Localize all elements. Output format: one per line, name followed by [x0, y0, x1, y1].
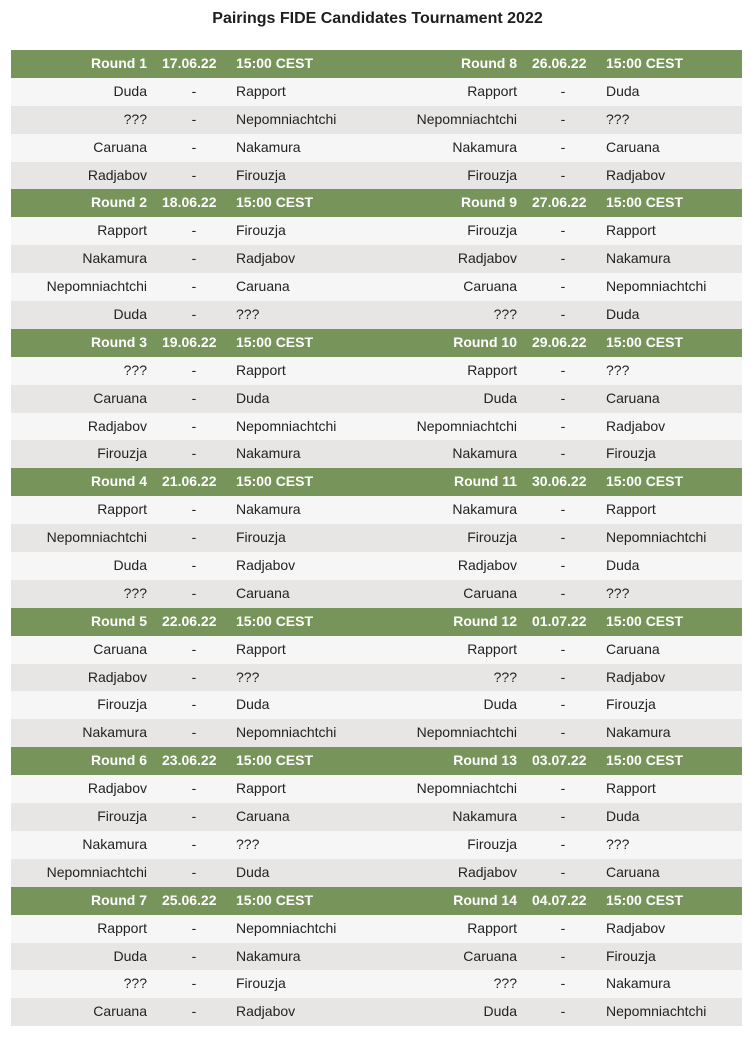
white-player: Rapport [467, 640, 517, 657]
pairing-row [11, 552, 742, 580]
versus-separator: - [560, 975, 566, 992]
round-label: Round 6 [91, 752, 147, 769]
versus-separator: - [191, 250, 197, 267]
versus-separator: - [191, 919, 197, 936]
round-label: Round 10 [453, 333, 517, 350]
pairing-row [11, 691, 742, 719]
versus-separator: - [560, 110, 566, 127]
black-player: ??? [606, 584, 630, 601]
round-time: 15:00 CEST [236, 55, 314, 71]
versus-separator: - [191, 417, 197, 434]
pairing-row [11, 859, 742, 887]
black-player: ??? [236, 835, 260, 852]
black-player: Nepomniachtchi [236, 110, 337, 127]
black-player: Firouzja [236, 166, 286, 183]
round-time: 15:00 CEST [606, 891, 684, 908]
round-date: 29.06.22 [532, 333, 587, 350]
white-player: Radjabov [457, 863, 517, 880]
versus-separator: - [560, 808, 566, 825]
pairing-row [11, 217, 742, 245]
round-time: 15:00 CEST [236, 473, 314, 490]
black-player: Duda [236, 696, 270, 713]
versus-separator: - [191, 82, 197, 99]
black-player: Radjabov [236, 250, 296, 267]
black-player: Firouzja [236, 529, 286, 546]
black-player: Duda [606, 808, 640, 825]
pairing-row [11, 106, 742, 134]
versus-separator: - [191, 389, 197, 406]
black-player: Caruana [606, 389, 660, 406]
white-player: Nepomniachtchi [416, 110, 517, 127]
versus-separator: - [560, 138, 566, 155]
white-player: Firouzja [467, 529, 517, 546]
round-time: 15:00 CEST [236, 333, 314, 350]
white-player: Nepomniachtchi [416, 417, 517, 434]
round-label: Round 7 [91, 891, 147, 908]
versus-separator: - [560, 361, 566, 378]
pairing-row [11, 273, 742, 301]
round-label: Round 5 [91, 612, 147, 629]
pairing-row [11, 664, 742, 692]
versus-separator: - [191, 724, 197, 741]
versus-separator: - [191, 1003, 197, 1020]
black-player: Nakamura [236, 947, 301, 964]
black-player: Rapport [236, 640, 286, 657]
black-player: Duda [236, 389, 270, 406]
versus-separator: - [191, 863, 197, 880]
round-date: 18.06.22 [162, 194, 217, 211]
pairing-row [11, 580, 742, 608]
versus-separator: - [191, 557, 197, 574]
black-player: Radjabov [606, 919, 666, 936]
pairing-row [11, 636, 742, 664]
white-player: Nakamura [82, 250, 147, 267]
white-player: Caruana [93, 1003, 147, 1020]
black-player: Rapport [236, 361, 286, 378]
white-player: Rapport [97, 501, 147, 518]
white-player: Caruana [463, 947, 517, 964]
white-player: Caruana [93, 640, 147, 657]
round-header-row [11, 747, 742, 775]
round-date: 03.07.22 [532, 752, 587, 769]
pairing-row [11, 301, 742, 329]
black-player: Nakamura [606, 724, 671, 741]
black-player: ??? [606, 110, 630, 127]
white-player: ??? [493, 306, 517, 323]
pairing-row [11, 440, 742, 468]
round-time: 15:00 CEST [606, 333, 684, 350]
versus-separator: - [560, 668, 566, 685]
pairing-row [11, 915, 742, 943]
versus-separator: - [191, 668, 197, 685]
black-player: Nakamura [606, 250, 671, 267]
versus-separator: - [191, 445, 197, 462]
round-label: Round 9 [461, 194, 517, 211]
round-header-row [11, 468, 742, 496]
versus-separator: - [560, 780, 566, 797]
black-player: Nakamura [236, 501, 301, 518]
white-player: Nakamura [452, 808, 517, 825]
pairing-row [11, 245, 742, 273]
white-player: ??? [123, 584, 147, 601]
white-player: Duda [113, 82, 147, 99]
round-header-row [11, 50, 742, 78]
black-player: Rapport [236, 780, 286, 797]
white-player: Nakamura [82, 835, 147, 852]
black-player: Caruana [236, 808, 290, 825]
round-label: Round 13 [453, 752, 517, 769]
black-player: Duda [606, 306, 640, 323]
versus-separator: - [560, 640, 566, 657]
round-label: Round 14 [453, 891, 517, 908]
white-player: ??? [493, 668, 517, 685]
black-player: Duda [606, 82, 640, 99]
versus-separator: - [560, 166, 566, 183]
round-time: 15:00 CEST [236, 194, 314, 211]
white-player: Nepomniachtchi [416, 780, 517, 797]
black-player: Caruana [606, 640, 660, 657]
black-player: Nepomniachtchi [236, 724, 337, 741]
black-player: Radjabov [236, 557, 296, 574]
black-player: Firouzja [236, 975, 286, 992]
versus-separator: - [560, 947, 566, 964]
pairing-row [11, 831, 742, 859]
versus-separator: - [560, 835, 566, 852]
white-player: Caruana [93, 389, 147, 406]
pairing-row [11, 970, 742, 998]
black-player: Nakamura [236, 445, 301, 462]
white-player: ??? [123, 975, 147, 992]
white-player: Nepomniachtchi [46, 529, 147, 546]
pairing-row [11, 719, 742, 747]
versus-separator: - [560, 278, 566, 295]
pairing-row [11, 134, 742, 162]
black-player: Radjabov [236, 1003, 296, 1020]
versus-separator: - [191, 947, 197, 964]
black-player: Firouzja [606, 947, 656, 964]
black-player: Rapport [236, 82, 286, 99]
versus-separator: - [560, 696, 566, 713]
black-player: Duda [236, 863, 270, 880]
round-date: 26.06.22 [532, 55, 587, 71]
round-label: Round 12 [453, 612, 517, 629]
pairing-row [11, 78, 742, 106]
versus-separator: - [560, 417, 566, 434]
round-header-row [11, 887, 742, 915]
pairing-row [11, 385, 742, 413]
white-player: Caruana [93, 138, 147, 155]
round-date: 01.07.22 [532, 612, 587, 629]
round-label: Round 2 [91, 194, 147, 211]
black-player: Nakamura [236, 138, 301, 155]
versus-separator: - [560, 82, 566, 99]
versus-separator: - [191, 222, 197, 239]
round-header-row [11, 608, 742, 636]
versus-separator: - [191, 278, 197, 295]
white-player: Rapport [467, 919, 517, 936]
black-player: Nepomniachtchi [236, 417, 337, 434]
round-date: 30.06.22 [532, 473, 587, 490]
white-player: Nepomniachtchi [416, 724, 517, 741]
round-label: Round 4 [91, 473, 147, 490]
white-player: Duda [113, 557, 147, 574]
round-label: Round 3 [91, 333, 147, 350]
pairing-row [11, 524, 742, 552]
white-player: Firouzja [97, 696, 147, 713]
versus-separator: - [191, 640, 197, 657]
versus-separator: - [191, 138, 197, 155]
black-player: Nepomniachtchi [606, 529, 707, 546]
round-label: Round 8 [461, 55, 517, 71]
pairing-row [11, 357, 742, 385]
white-player: Rapport [467, 361, 517, 378]
versus-separator: - [191, 584, 197, 601]
black-player: Caruana [606, 138, 660, 155]
versus-separator: - [191, 501, 197, 518]
versus-separator: - [191, 529, 197, 546]
versus-separator: - [560, 557, 566, 574]
white-player: ??? [123, 361, 147, 378]
white-player: Caruana [463, 584, 517, 601]
versus-separator: - [560, 389, 566, 406]
versus-separator: - [191, 808, 197, 825]
black-player: Radjabov [606, 668, 666, 685]
round-date: 17.06.22 [162, 55, 217, 71]
versus-separator: - [191, 361, 197, 378]
pairing-row [11, 162, 742, 190]
black-player: Rapport [606, 501, 656, 518]
versus-separator: - [191, 306, 197, 323]
versus-separator: - [191, 110, 197, 127]
versus-separator: - [560, 863, 566, 880]
round-label: Round 11 [453, 473, 517, 490]
round-date: 21.06.22 [162, 473, 217, 490]
round-time: 15:00 CEST [606, 55, 684, 71]
white-player: Nepomniachtchi [46, 863, 147, 880]
white-player: Nakamura [452, 138, 517, 155]
versus-separator: - [560, 222, 566, 239]
round-time: 15:00 CEST [606, 473, 684, 490]
black-player: Caruana [606, 863, 660, 880]
white-player: Duda [483, 389, 517, 406]
pairing-row [11, 775, 742, 803]
round-header-row [11, 189, 742, 217]
round-time: 15:00 CEST [606, 194, 684, 211]
round-label: Round 1 [91, 55, 147, 71]
versus-separator: - [560, 1003, 566, 1020]
versus-separator: - [560, 306, 566, 323]
black-player: ??? [606, 361, 630, 378]
versus-separator: - [191, 975, 197, 992]
white-player: Rapport [467, 82, 517, 99]
black-player: Firouzja [606, 696, 656, 713]
white-player: Caruana [463, 278, 517, 295]
white-player: Rapport [97, 222, 147, 239]
black-player: Duda [606, 557, 640, 574]
black-player: Rapport [606, 222, 656, 239]
round-date: 22.06.22 [162, 612, 217, 629]
black-player: ??? [606, 835, 630, 852]
pairing-row [11, 943, 742, 971]
round-time: 15:00 CEST [236, 752, 314, 769]
page-title: Pairings FIDE Candidates Tournament 2022 [212, 10, 543, 27]
white-player: Duda [113, 947, 147, 964]
white-player: Duda [113, 306, 147, 323]
white-player: Rapport [97, 919, 147, 936]
round-time: 15:00 CEST [236, 612, 314, 629]
black-player: Radjabov [606, 166, 666, 183]
pairings-table [11, 50, 742, 1026]
round-header-row [11, 329, 742, 357]
versus-separator: - [560, 919, 566, 936]
black-player: Nepomniachtchi [606, 278, 707, 295]
white-player: Firouzja [97, 445, 147, 462]
black-player: Nakamura [606, 975, 671, 992]
black-player: Firouzja [606, 445, 656, 462]
white-player: Radjabov [87, 668, 147, 685]
versus-separator: - [191, 696, 197, 713]
round-time: 15:00 CEST [606, 612, 684, 629]
white-player: Firouzja [467, 835, 517, 852]
round-date: 04.07.22 [532, 891, 587, 908]
black-player: Firouzja [236, 222, 286, 239]
black-player: Caruana [236, 278, 290, 295]
white-player: Radjabov [87, 166, 147, 183]
versus-separator: - [560, 250, 566, 267]
versus-separator: - [191, 780, 197, 797]
black-player: Rapport [606, 780, 656, 797]
round-date: 23.06.22 [162, 752, 217, 769]
white-player: Nakamura [82, 724, 147, 741]
versus-separator: - [560, 445, 566, 462]
pairing-row [11, 998, 742, 1026]
white-player: ??? [493, 975, 517, 992]
round-time: 15:00 CEST [606, 752, 684, 769]
round-date: 27.06.22 [532, 194, 587, 211]
black-player: ??? [236, 306, 260, 323]
white-player: Radjabov [457, 557, 517, 574]
versus-separator: - [560, 501, 566, 518]
white-player: ??? [123, 110, 147, 127]
black-player: ??? [236, 668, 260, 685]
white-player: Nepomniachtchi [46, 278, 147, 295]
black-player: Nepomniachtchi [236, 919, 337, 936]
round-time: 15:00 CEST [236, 891, 314, 908]
black-player: Nepomniachtchi [606, 1003, 707, 1020]
versus-separator: - [560, 584, 566, 601]
versus-separator: - [560, 724, 566, 741]
versus-separator: - [560, 529, 566, 546]
white-player: Radjabov [87, 780, 147, 797]
white-player: Firouzja [97, 808, 147, 825]
pairing-row [11, 496, 742, 524]
pairing-row [11, 413, 742, 441]
black-player: Radjabov [606, 417, 666, 434]
white-player: Duda [483, 696, 517, 713]
round-date: 19.06.22 [162, 333, 217, 350]
versus-separator: - [191, 166, 197, 183]
pairing-row [11, 803, 742, 831]
white-player: Firouzja [467, 166, 517, 183]
white-player: Duda [483, 1003, 517, 1020]
versus-separator: - [191, 835, 197, 852]
round-date: 25.06.22 [162, 891, 217, 908]
white-player: Radjabov [457, 250, 517, 267]
white-player: Nakamura [452, 445, 517, 462]
white-player: Firouzja [467, 222, 517, 239]
white-player: Radjabov [87, 417, 147, 434]
white-player: Nakamura [452, 501, 517, 518]
black-player: Caruana [236, 584, 290, 601]
